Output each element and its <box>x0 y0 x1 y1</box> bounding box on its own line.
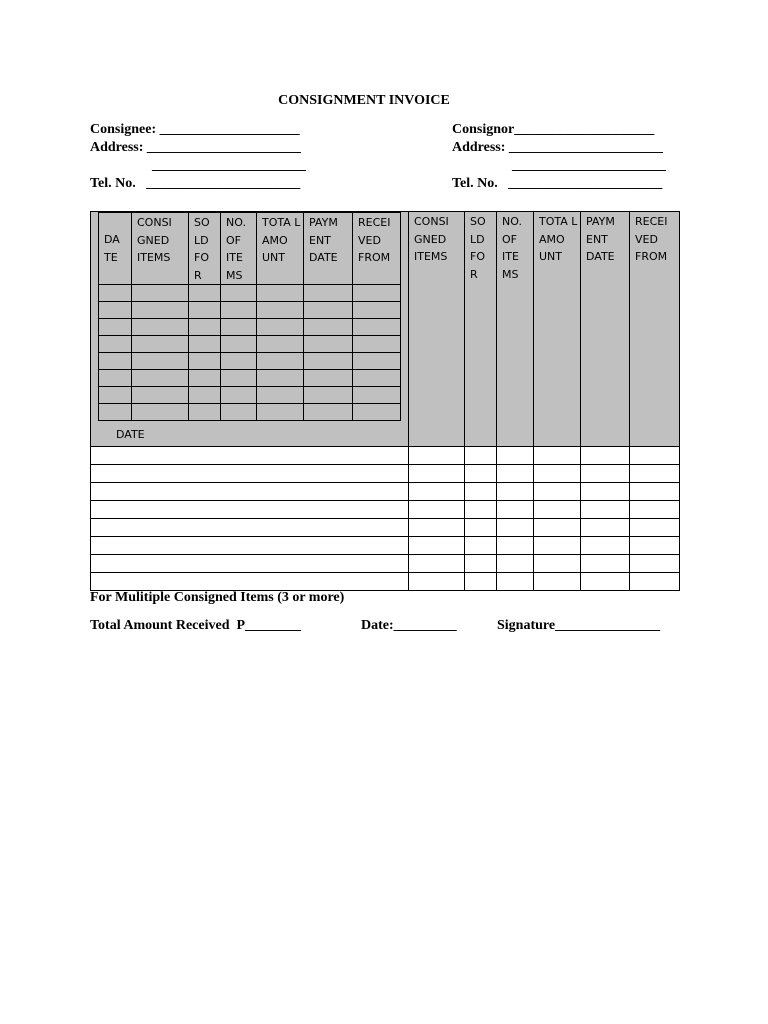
inner-table <box>98 212 401 421</box>
multiple-items-note: For Mulitiple Consigned Items (3 or more) <box>90 590 345 605</box>
inner-table-row <box>99 387 401 404</box>
outer-header-no-of-items: NO. OF ITE MS <box>497 212 534 447</box>
date-label: DATE <box>116 428 145 441</box>
consignee-tel-field[interactable]: Tel. No. ______________________ <box>90 176 301 191</box>
page-title: CONSIGNMENT INVOICE <box>278 93 450 108</box>
outer-header-total-amount: TOTA L AMO UNT <box>534 212 581 447</box>
consignor-tel-field[interactable]: Tel. No. ______________________ <box>452 176 663 191</box>
table-row <box>91 536 680 554</box>
inner-table-cell <box>91 212 409 447</box>
inner-header-payment-date: PAYM ENT DATE <box>304 213 353 285</box>
inner-header-total-amount: TOTA L AMO UNT <box>257 213 304 285</box>
table-row <box>91 500 680 518</box>
consignment-table <box>90 211 680 591</box>
consignee-name-field[interactable]: Consignee: ____________________ <box>90 122 300 137</box>
inner-table-row <box>99 302 401 319</box>
inner-header-sold-for: SO LD FO R <box>189 213 221 285</box>
total-amount-field[interactable]: Total Amount Received P________ <box>90 618 302 633</box>
table-row <box>91 464 680 482</box>
table-row <box>91 482 680 500</box>
table-row <box>91 446 680 464</box>
inner-header-received-from: RECEI VED FROM <box>353 213 401 285</box>
inner-table-row <box>99 319 401 336</box>
consignor-name-field[interactable]: Consignor____________________ <box>452 122 655 137</box>
inner-header-consigned-items: CONSI GNED ITEMS <box>132 213 189 285</box>
inner-header-date: DA TE <box>99 213 132 285</box>
inner-header-no-of-items: NO. OF ITE MS <box>221 213 257 285</box>
outer-header-payment-date: PAYM ENT DATE <box>581 212 630 447</box>
table-row <box>91 518 680 536</box>
inner-table-row <box>99 336 401 353</box>
inner-table-row <box>99 285 401 302</box>
date-field[interactable]: Date:_________ <box>361 618 457 633</box>
consignee-address-line2-field[interactable]: ______________________ <box>152 158 306 173</box>
table-row <box>91 554 680 572</box>
table-row <box>91 572 680 590</box>
inner-table-row <box>99 404 401 421</box>
outer-header-sold-for: SO LD FO R <box>465 212 497 447</box>
inner-table-row <box>99 370 401 387</box>
consignor-address-field[interactable]: Address: ______________________ <box>452 140 663 155</box>
consignor-address-line2-field[interactable]: ______________________ <box>512 158 666 173</box>
inner-table-row <box>99 353 401 370</box>
outer-header-received-from: RECEI VED FROM <box>630 212 680 447</box>
signature-field[interactable]: Signature_______________ <box>497 618 661 633</box>
consignee-address-field[interactable]: Address: ______________________ <box>90 140 301 155</box>
outer-header-consigned-items: CONSI GNED ITEMS <box>409 212 465 447</box>
